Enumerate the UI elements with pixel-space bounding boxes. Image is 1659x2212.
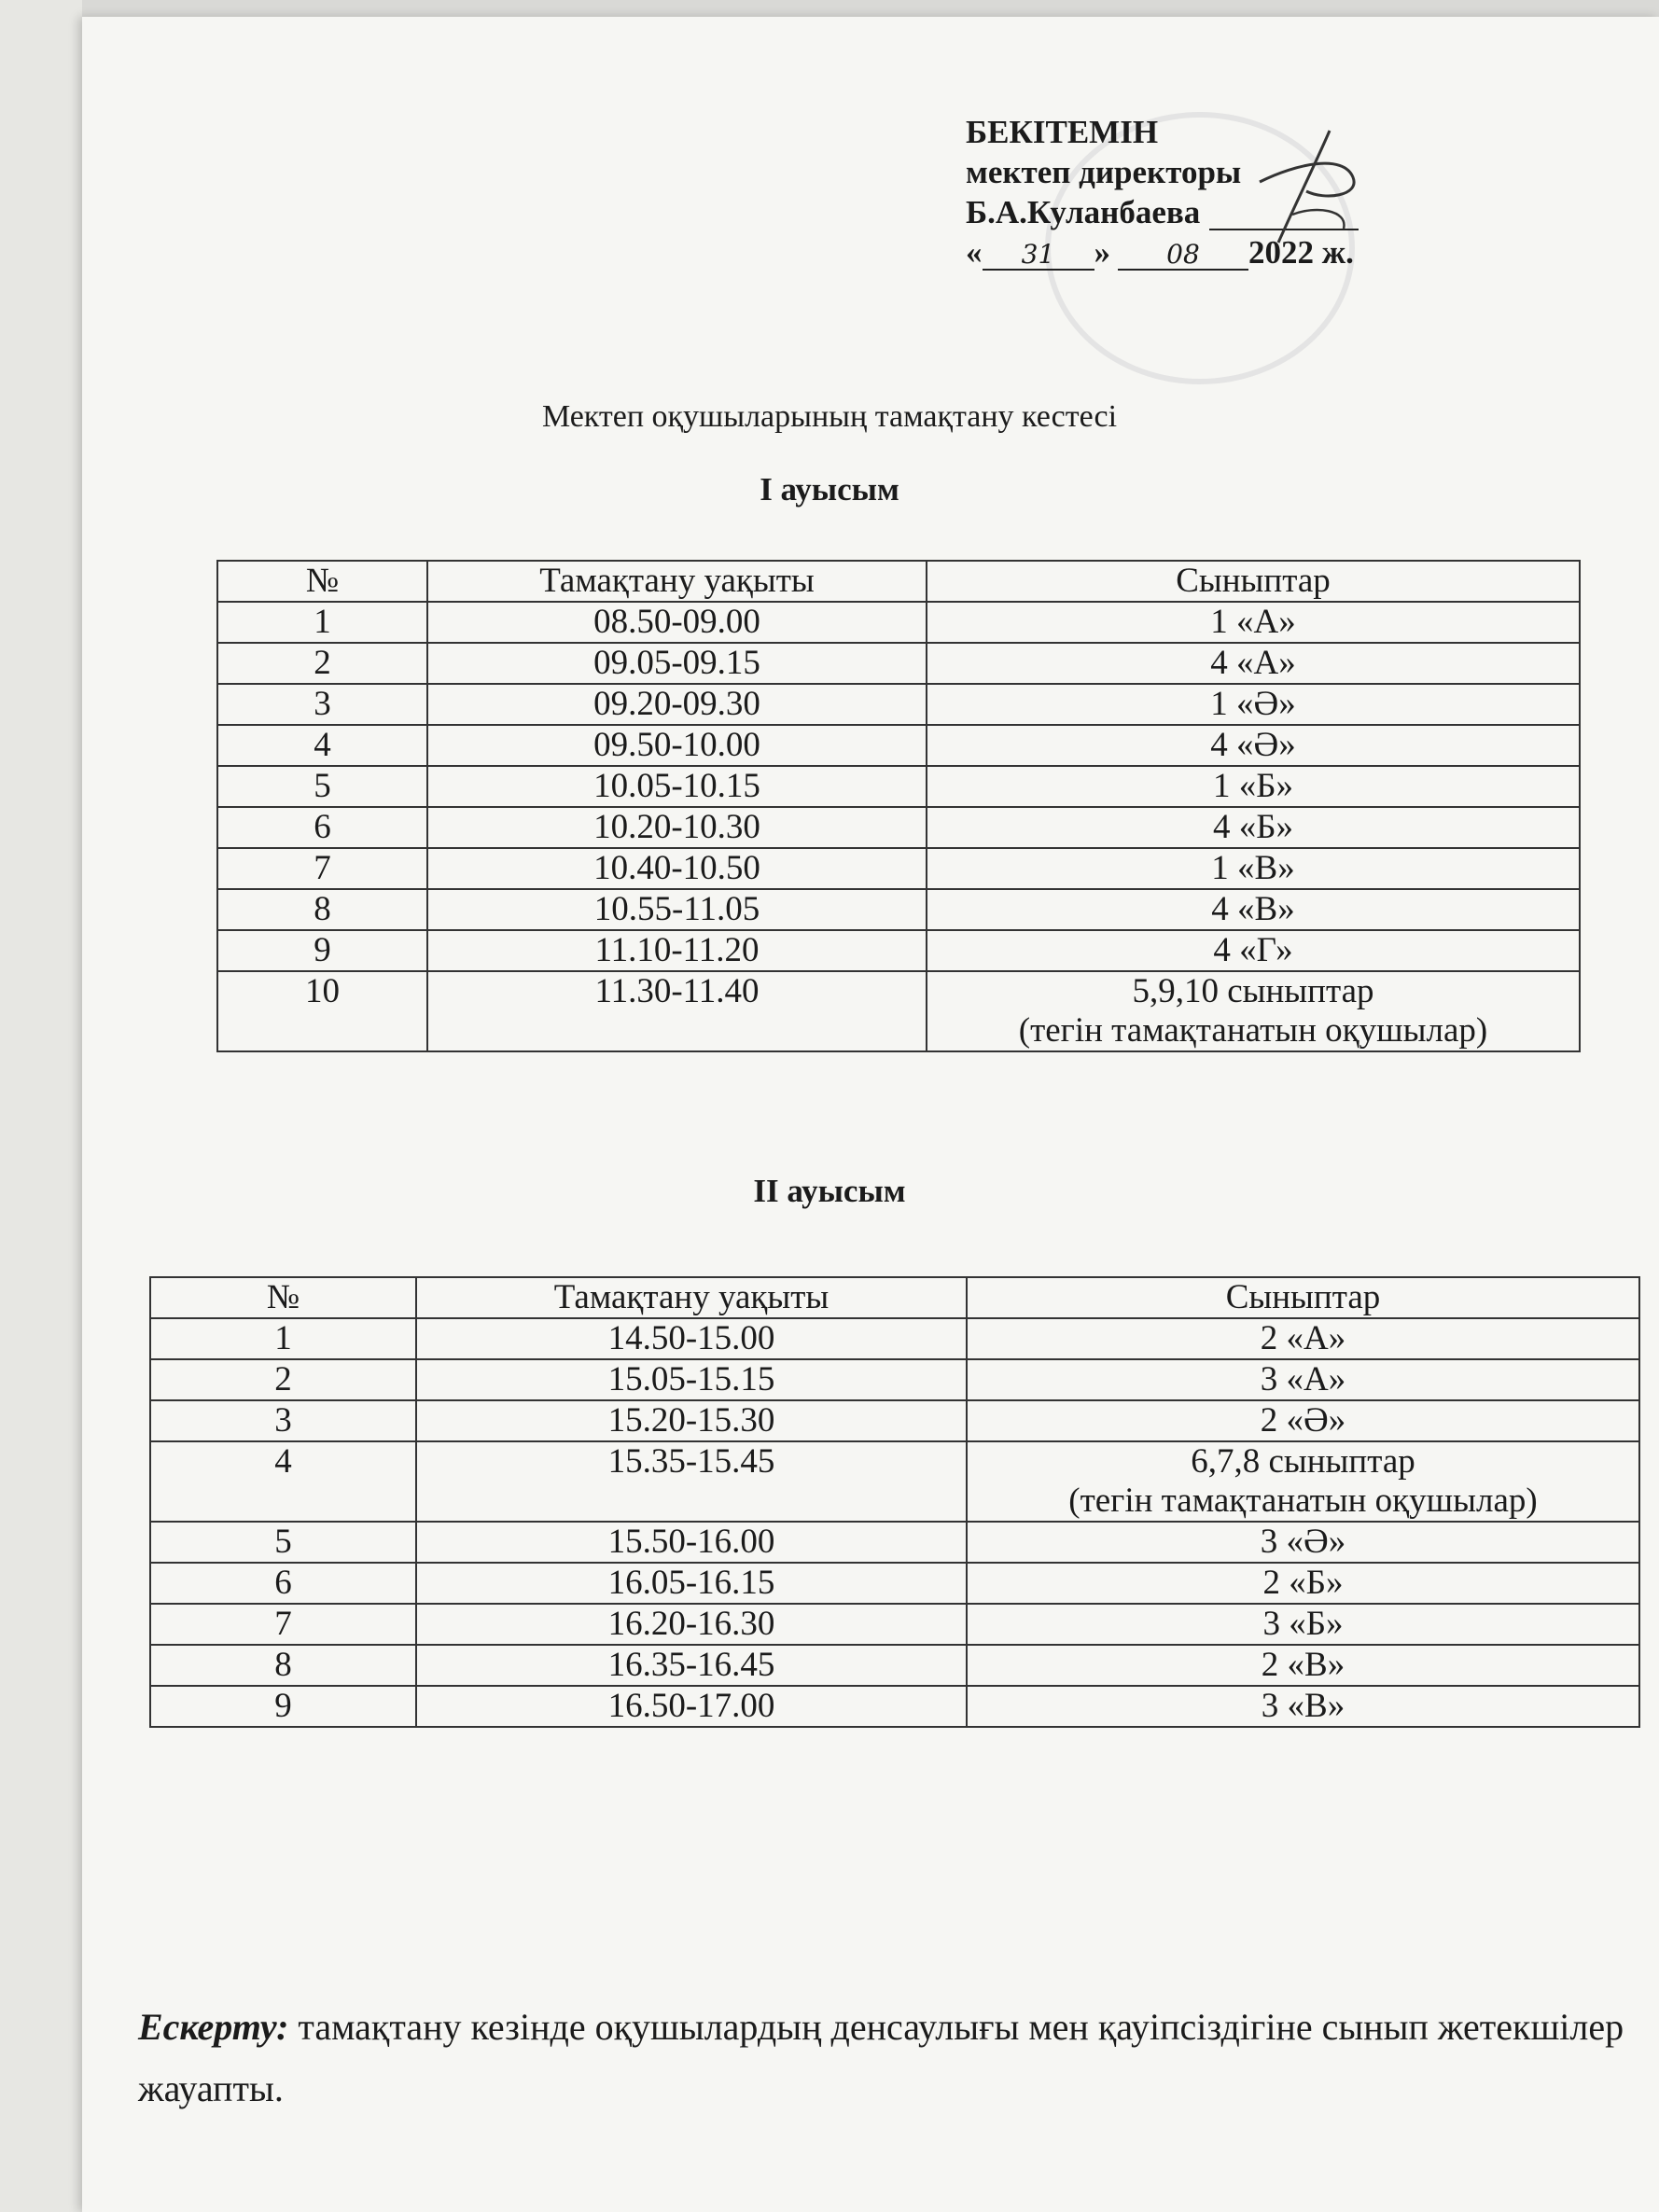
cell-num: 6 <box>217 807 427 848</box>
cell-time: 10.40-10.50 <box>427 848 927 889</box>
approval-heading: БЕКІТЕМІН <box>966 114 1159 150</box>
note-label: Ескерту: <box>138 2006 289 2048</box>
classes-main: 1 «А» <box>1210 603 1296 641</box>
classes-main: 3 «Ә» <box>1260 1523 1346 1561</box>
cell-time: 16.35-16.45 <box>416 1645 967 1686</box>
classes-main: 2 «В» <box>1261 1646 1345 1684</box>
classes-main: 2 «Б» <box>1262 1564 1344 1602</box>
classes-main: 1 «В» <box>1211 849 1295 887</box>
cell-time: 16.50-17.00 <box>416 1686 967 1727</box>
cell-num: 7 <box>217 848 427 889</box>
cell-num: 1 <box>217 602 427 643</box>
date-year: 2022 ж. <box>1248 234 1354 271</box>
date-day: 31 <box>983 241 1094 271</box>
cell-num: 2 <box>217 643 427 684</box>
cell-time: 16.05-16.15 <box>416 1563 967 1604</box>
classes-main: 4 «А» <box>1210 644 1296 682</box>
cell-time: 10.05-10.15 <box>427 766 927 807</box>
classes-main: 4 «В» <box>1211 890 1295 928</box>
cell-num: 3 <box>150 1400 416 1441</box>
cell-time: 16.20-16.30 <box>416 1604 967 1645</box>
cell-time: 09.05-09.15 <box>427 643 927 684</box>
cell-classes <box>927 602 1580 643</box>
cell-time: 15.35-15.45 <box>416 1441 967 1522</box>
table-row <box>150 1686 1639 1727</box>
header-classes: Сыныптар <box>927 561 1580 602</box>
classes-main: 5,9,10 сыныптар <box>1132 972 1374 1010</box>
cell-classes <box>927 684 1580 725</box>
cell-classes <box>967 1686 1639 1727</box>
cell-classes <box>967 1645 1639 1686</box>
cell-time: 15.20-15.30 <box>416 1400 967 1441</box>
cell-time: 10.55-11.05 <box>427 889 927 930</box>
cell-classes <box>967 1318 1639 1359</box>
table-row <box>150 1318 1639 1359</box>
cell-time: 15.05-15.15 <box>416 1359 967 1400</box>
cell-time: 14.50-15.00 <box>416 1318 967 1359</box>
classes-main: 3 «Б» <box>1262 1605 1344 1643</box>
cell-num: 9 <box>217 930 427 971</box>
cell-num: 4 <box>217 725 427 766</box>
table-row <box>217 971 1580 1051</box>
classes-main: 6,7,8 сыныптар <box>1191 1442 1415 1481</box>
classes-note: (тегін тамақтанатын оқушылар) <box>1018 1011 1488 1050</box>
table-row <box>217 684 1580 725</box>
date-quote-open: « <box>966 234 983 271</box>
classes-main: 2 «Ә» <box>1260 1401 1346 1440</box>
cell-classes <box>927 766 1580 807</box>
table-row <box>150 1645 1639 1686</box>
cell-classes <box>967 1441 1639 1522</box>
cell-classes <box>927 725 1580 766</box>
shift2-title: II ауысым <box>753 1173 906 1209</box>
classes-main: 1 «Ә» <box>1210 685 1296 723</box>
header-num: № <box>217 561 427 602</box>
table-row <box>150 1522 1639 1563</box>
table-row <box>150 1400 1639 1441</box>
note <box>138 1996 1631 2120</box>
table-row <box>217 930 1580 971</box>
table-row <box>217 807 1580 848</box>
cell-classes <box>967 1400 1639 1441</box>
cell-num: 6 <box>150 1563 416 1604</box>
classes-main: 4 «Б» <box>1213 808 1293 846</box>
cell-num: 1 <box>150 1318 416 1359</box>
table-row <box>217 643 1580 684</box>
table-row <box>217 889 1580 930</box>
director-name: Б.А.Куланбаева <box>966 194 1201 230</box>
cell-classes <box>927 930 1580 971</box>
table-row <box>150 1359 1639 1400</box>
cell-num: 9 <box>150 1686 416 1727</box>
underlying-page <box>0 0 82 2212</box>
classes-main: 3 «В» <box>1261 1687 1345 1725</box>
shift1-table <box>216 560 1581 1052</box>
cell-num: 4 <box>150 1441 416 1522</box>
cell-time: 11.30-11.40 <box>427 971 927 1051</box>
cell-num: 5 <box>217 766 427 807</box>
cell-classes <box>967 1522 1639 1563</box>
note-text: тамақтану кезінде оқушылардың денсаулығы мен қауіпсіздігіне сынып жетекшілер жауапты. <box>138 2006 1624 2109</box>
cell-num: 2 <box>150 1359 416 1400</box>
cell-num: 10 <box>217 971 427 1051</box>
cell-classes <box>967 1359 1639 1400</box>
header-classes: Сыныптар <box>967 1277 1639 1318</box>
date-month: 08 <box>1118 241 1248 271</box>
table-header-row <box>217 561 1580 602</box>
cell-time: 09.50-10.00 <box>427 725 927 766</box>
cell-classes <box>927 807 1580 848</box>
table-row <box>217 725 1580 766</box>
cell-classes <box>927 889 1580 930</box>
classes-main: 1 «Б» <box>1213 767 1293 805</box>
table-row <box>150 1604 1639 1645</box>
cell-time: 10.20-10.30 <box>427 807 927 848</box>
table-row <box>150 1563 1639 1604</box>
table-row <box>217 602 1580 643</box>
cell-classes <box>967 1563 1639 1604</box>
cell-num: 8 <box>217 889 427 930</box>
cell-num: 3 <box>217 684 427 725</box>
classes-main: 4 «Г» <box>1213 931 1293 969</box>
cell-num: 8 <box>150 1645 416 1686</box>
table-row <box>150 1441 1639 1522</box>
header-num: № <box>150 1277 416 1318</box>
approval-position: мектеп директоры <box>966 154 1242 190</box>
cell-num: 7 <box>150 1604 416 1645</box>
cell-classes <box>927 643 1580 684</box>
classes-main: 4 «Ә» <box>1210 726 1296 764</box>
shift1-title: I ауысым <box>760 471 899 508</box>
table-header-row <box>150 1277 1639 1318</box>
cell-classes <box>927 971 1580 1051</box>
cell-classes <box>967 1604 1639 1645</box>
cell-time: 08.50-09.00 <box>427 602 927 643</box>
cell-classes <box>927 848 1580 889</box>
shift2-table <box>149 1276 1640 1728</box>
date-quote-close: » <box>1094 234 1110 271</box>
classes-main: 2 «А» <box>1260 1319 1346 1357</box>
cell-time: 09.20-09.30 <box>427 684 927 725</box>
table-row <box>217 766 1580 807</box>
document-title: Мектеп оқушыларының тамақтану кестесі <box>541 399 1118 434</box>
cell-num: 5 <box>150 1522 416 1563</box>
cell-time: 15.50-16.00 <box>416 1522 967 1563</box>
classes-main: 3 «А» <box>1260 1360 1346 1398</box>
header-time: Тамақтану уақыты <box>427 561 927 602</box>
table-row <box>217 848 1580 889</box>
header-time: Тамақтану уақыты <box>416 1277 967 1318</box>
cell-time: 11.10-11.20 <box>427 930 927 971</box>
classes-note: (тегін тамақтанатын оқушылар) <box>1068 1482 1538 1520</box>
director-signature <box>1241 126 1372 247</box>
document-page <box>82 17 1659 2212</box>
